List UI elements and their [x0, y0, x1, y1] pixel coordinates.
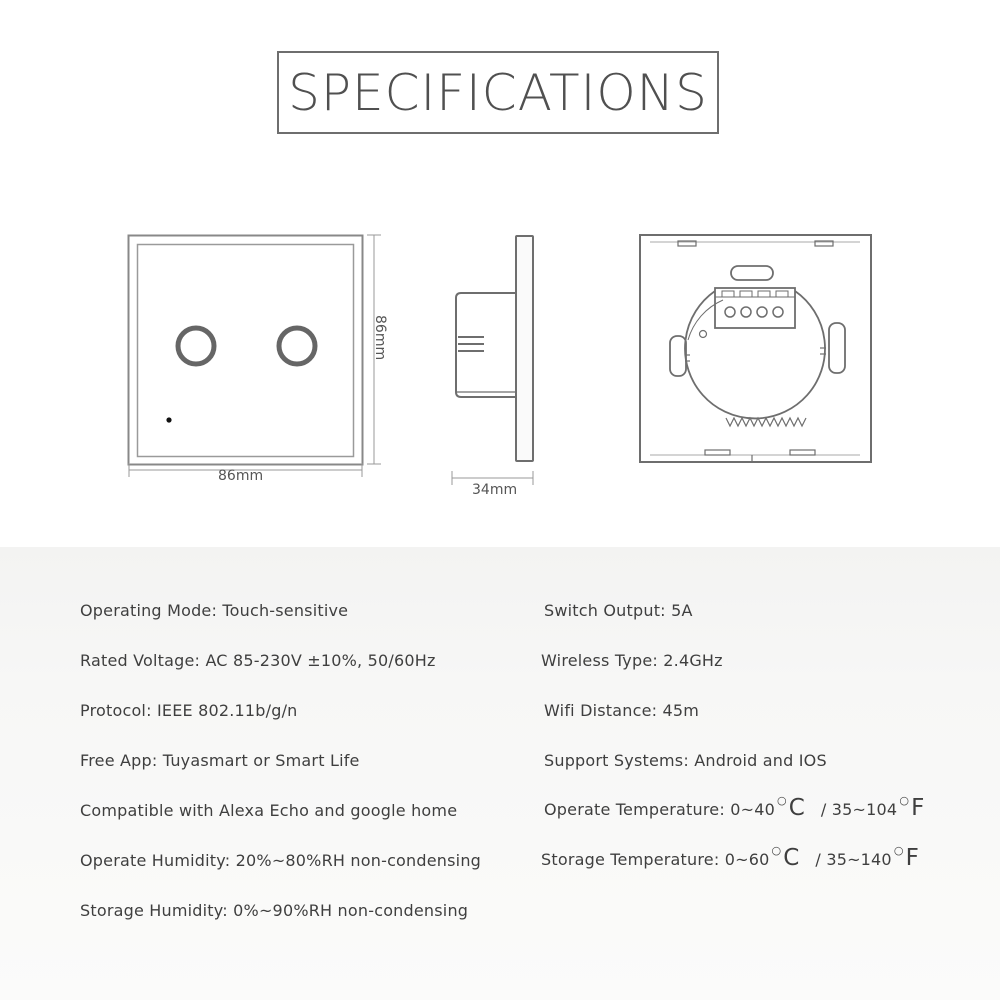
separator: /: [820, 800, 827, 819]
indicator-dot-icon: [166, 417, 171, 422]
celsius-unit: C: [783, 845, 800, 871]
fahrenheit-unit: F: [905, 845, 920, 871]
spec-label: Support Systems:: [544, 751, 689, 770]
spec-value: 45m: [662, 701, 700, 720]
spec-support-systems: [544, 751, 827, 770]
spec-wireless-type: [541, 651, 723, 670]
spec-value: 2.4GHz: [663, 651, 723, 670]
spec-label: Wireless Type:: [541, 651, 658, 670]
touch-button-1-icon: [178, 328, 214, 364]
spec-label: Wifi Distance:: [544, 701, 658, 720]
spec-compatibility: [80, 801, 457, 820]
spec-value: Touch-sensitive: [222, 601, 349, 620]
front-view: [129, 236, 363, 465]
spec-protocol: [80, 701, 298, 720]
spec-value: AC 85-230V ±10%, 50/60Hz: [205, 651, 436, 670]
celsius-range: 0~60: [724, 850, 770, 869]
spec-label: Operate Humidity:: [80, 851, 231, 870]
spec-rated-voltage: [80, 651, 436, 670]
spec-value: Android and IOS: [694, 751, 827, 770]
spec-free-app: [80, 751, 360, 770]
side-depth-label: 34mm: [472, 482, 518, 498]
fahrenheit-unit: F: [911, 795, 925, 821]
spec-label: Storage Temperature:: [541, 850, 720, 869]
degree-icon: ○: [776, 794, 787, 807]
fahrenheit-range: 35~140: [826, 850, 892, 869]
spec-operate-humidity: [80, 851, 481, 870]
spec-storage-temperature: [541, 845, 919, 871]
degree-icon: ○: [893, 844, 904, 857]
spec-switch-output: [544, 601, 693, 620]
spec-value: Tuyasmart or Smart Life: [162, 751, 360, 770]
spec-wifi-distance: [544, 701, 699, 720]
touch-button-2-icon: [279, 328, 315, 364]
side-view: [456, 236, 533, 461]
spec-label: Operating Mode:: [80, 601, 218, 620]
page-title: SPECIFICATIONS: [288, 63, 708, 122]
spec-value: IEEE 802.11b/g/n: [156, 701, 298, 720]
spec-label: Rated Voltage:: [80, 651, 201, 670]
celsius-unit: C: [788, 795, 806, 821]
degree-icon: ○: [771, 844, 782, 857]
spec-operate-temperature: [544, 795, 925, 821]
spec-value: 20%~80%RH non-condensing: [235, 851, 482, 870]
back-view: [640, 235, 871, 462]
celsius-range: 0~40: [730, 800, 775, 819]
spec-label: Protocol:: [80, 701, 152, 720]
separator: /: [815, 850, 822, 869]
front-height-label: 86mm: [372, 315, 388, 361]
degree-icon: ○: [899, 794, 910, 807]
spec-storage-humidity: [80, 901, 468, 920]
spec-operating-mode: [80, 601, 348, 620]
fahrenheit-range: 35~104: [831, 800, 898, 819]
spec-label: Free App:: [80, 751, 158, 770]
spec-value: 0%~90%RH non-condensing: [233, 901, 469, 920]
front-width-label: 86mm: [218, 468, 264, 484]
spec-label: Operate Temperature:: [544, 800, 725, 819]
spec-label: Compatible with Alexa Echo and google home: [80, 801, 458, 820]
spec-label: Storage Humidity:: [80, 901, 228, 920]
spec-value: 5A: [671, 601, 693, 620]
spec-label: Switch Output:: [544, 601, 666, 620]
